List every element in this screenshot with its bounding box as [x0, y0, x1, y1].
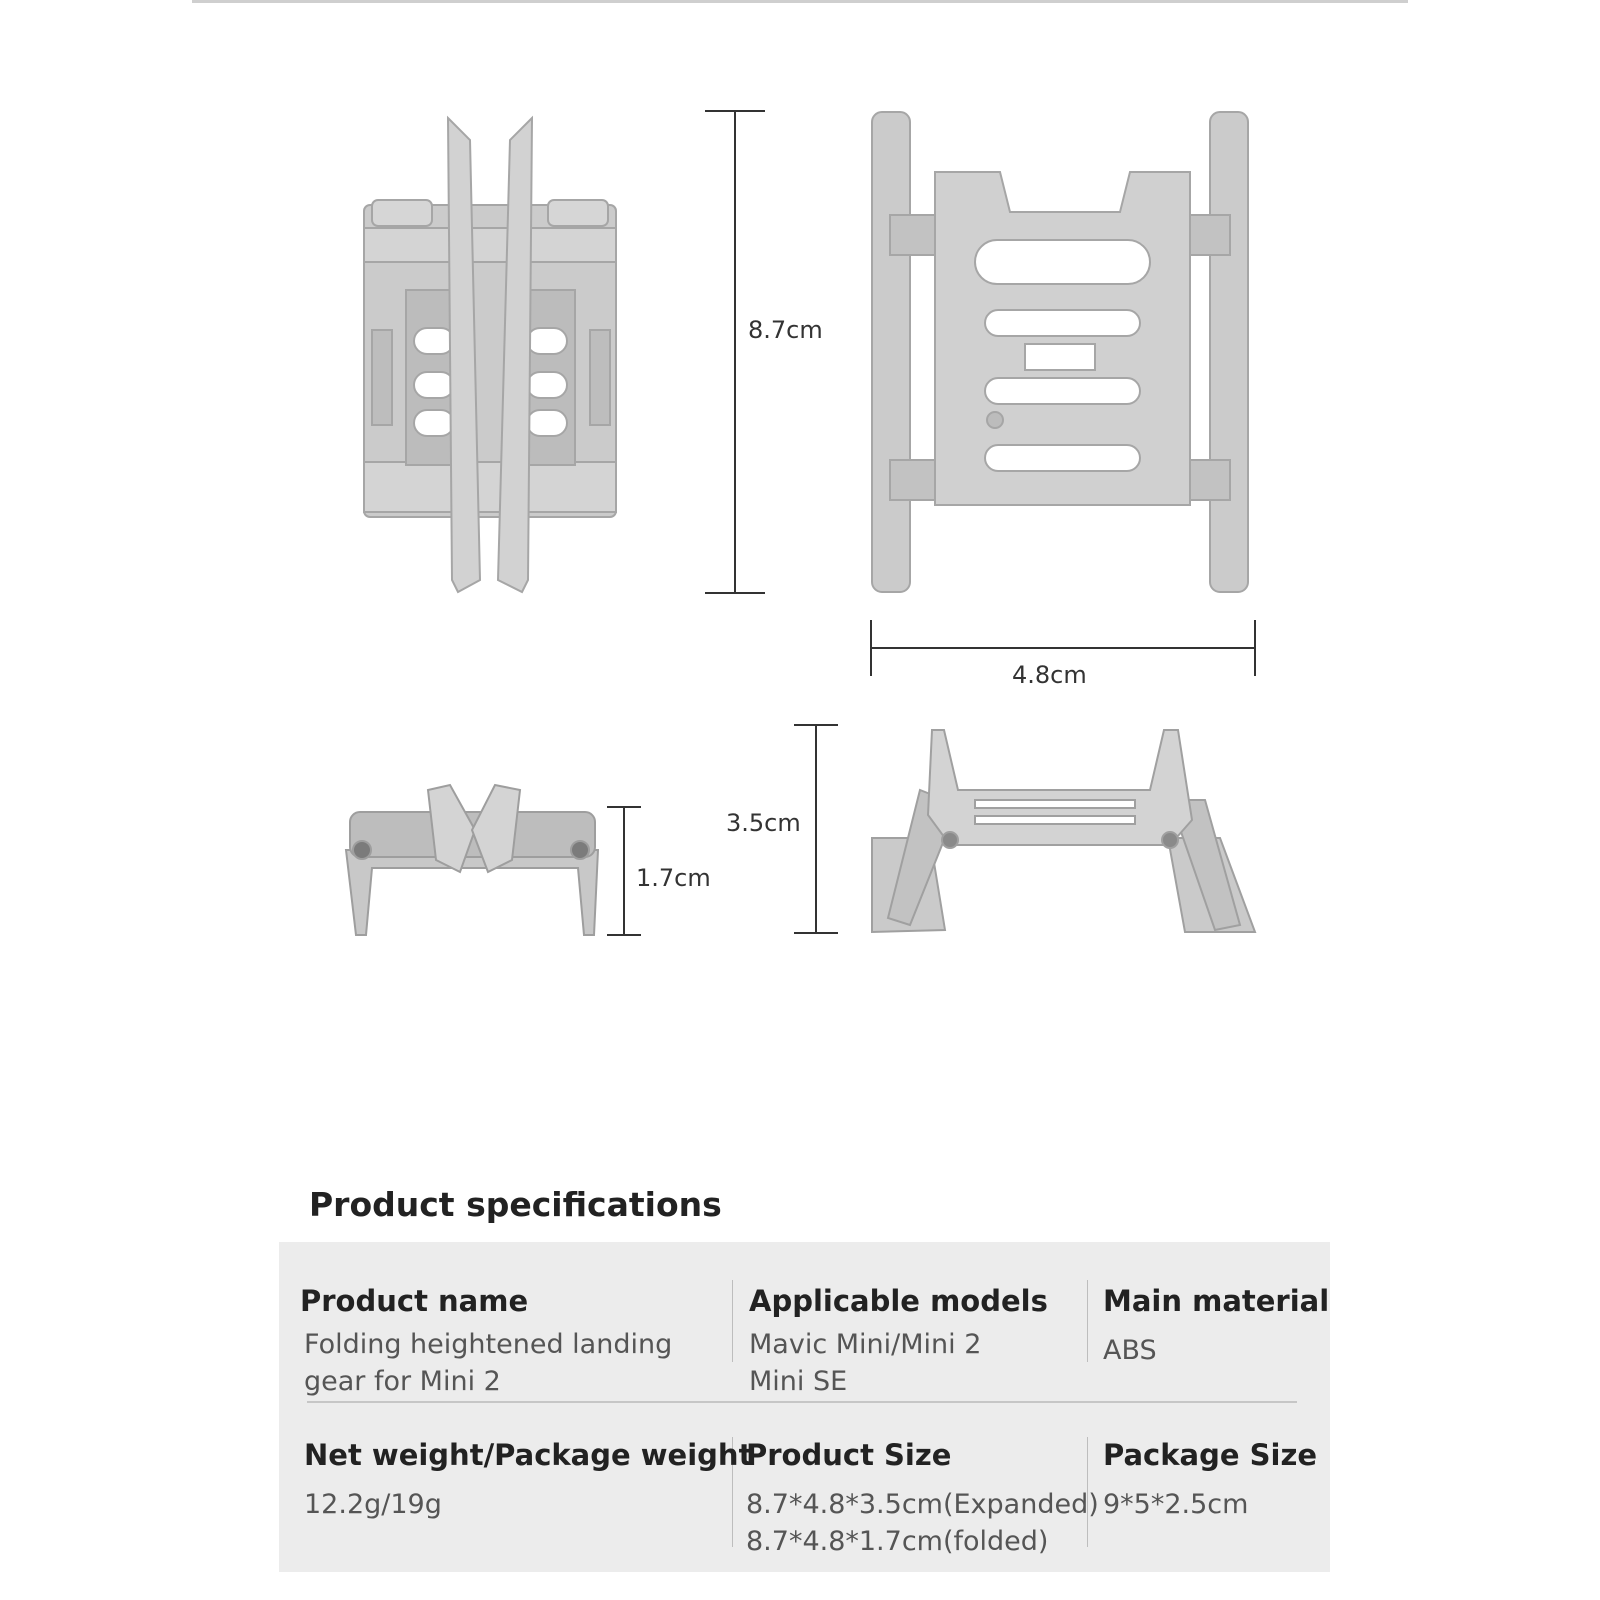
dimension-label-3-5: 3.5cm	[726, 809, 801, 837]
row-divider	[307, 1401, 1297, 1403]
dimension-label-1-7: 1.7cm	[636, 864, 711, 892]
spec-label: Main material	[1103, 1284, 1330, 1318]
spec-section-title: Product specifications	[309, 1185, 722, 1224]
spec-value-line: gear for Mini 2	[304, 1366, 501, 1397]
column-divider	[1087, 1280, 1088, 1362]
dimension-label-8-7: 8.7cm	[748, 316, 823, 344]
spec-label: Net weight/Package weight	[304, 1438, 753, 1472]
spec-label: Product Size	[746, 1438, 952, 1472]
expanded-top-view	[872, 112, 1248, 592]
spec-applicable-models	[749, 1284, 1048, 1400]
folded-top-view	[364, 118, 616, 592]
spec-label: Applicable models	[749, 1284, 1048, 1318]
spec-value-line: Folding heightened landing	[304, 1329, 673, 1360]
spec-value-line: 12.2g/19g	[304, 1489, 442, 1520]
spec-value-line: 8.7*4.8*1.7cm(folded)	[746, 1526, 1049, 1557]
spec-value-line: Mavic Mini/Mini 2	[749, 1329, 982, 1360]
spec-main-material	[1103, 1284, 1329, 1369]
spec-value-line: 9*5*2.5cm	[1103, 1489, 1249, 1520]
spec-product-size	[746, 1438, 1099, 1560]
folded-side-view	[346, 785, 598, 935]
spec-label: Product name	[300, 1284, 529, 1318]
spec-value-line: ABS	[1103, 1335, 1157, 1366]
spec-value-line: Mini SE	[749, 1366, 848, 1397]
spec-label: Package Size	[1103, 1438, 1317, 1472]
spec-product-name	[300, 1284, 672, 1400]
spec-table	[279, 1242, 1330, 1572]
expanded-side-view	[872, 730, 1255, 932]
dimension-label-4-8: 4.8cm	[1012, 661, 1087, 689]
spec-package-size	[1103, 1438, 1317, 1523]
dimension-line-8-7	[705, 111, 765, 593]
column-divider	[732, 1280, 733, 1362]
spec-value-line: 8.7*4.8*3.5cm(Expanded)	[746, 1489, 1099, 1520]
spec-weight	[304, 1438, 752, 1523]
